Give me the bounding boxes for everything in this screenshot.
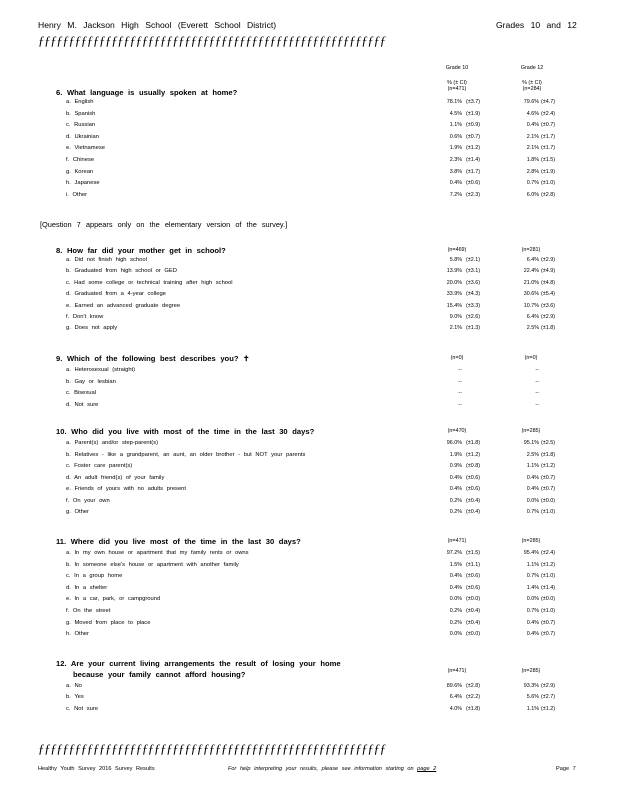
grade12-percent: 1.1% — [526, 562, 539, 568]
grade12-percent: 6.0% — [526, 192, 539, 198]
grade12-n: (n=285) — [521, 538, 541, 544]
grade12-percent: -- — [535, 390, 539, 396]
grade10-ci: (±1.9) — [466, 111, 481, 117]
footer-survey-title: Healthy Youth Survey 2016 Survey Results — [38, 766, 155, 772]
question-title: 12. Are your current living arrangements the result of losing your home — [56, 659, 341, 668]
grade10-percent: 89.6% — [446, 683, 462, 689]
answer-option-label: f. On your own — [66, 498, 110, 504]
grade10-percent: -- — [458, 379, 462, 385]
grade10-percent: 0.2% — [449, 620, 462, 626]
grade10-ci: (±0.9) — [466, 122, 481, 128]
answer-option-label: f. On the street — [66, 608, 111, 614]
answer-option-label: g. Other — [66, 509, 89, 515]
grade10-ci: (±0.4) — [466, 620, 481, 626]
grade12-percent: 2.1% — [526, 134, 539, 140]
question-title: 10. Who did you live with most of the time in the last 30 days? — [56, 427, 315, 436]
grade12-percent: 6.4% — [526, 314, 539, 320]
grade10-ci: (±0.4) — [466, 608, 481, 614]
grade10-ci: (±0.7) — [466, 134, 481, 140]
grade10-ci: (±0.8) — [466, 463, 481, 469]
grade10-ci: (±1.2) — [466, 145, 481, 151]
grade12-ci: (±2.7) — [541, 694, 556, 700]
school-title: Henry M. Jackson High School (Everett School District) — [38, 20, 277, 30]
grade12-percent: 0.4% — [526, 620, 539, 626]
grade10-ci: (±0.6) — [466, 573, 481, 579]
answer-option-label: c. Not sure — [66, 706, 99, 712]
grade12-ci: (±2.4) — [541, 111, 556, 117]
answer-option-label: d. Graduated from a 4-year college — [66, 291, 166, 297]
grade10-percent: 0.6% — [449, 134, 462, 140]
answer-option-label: b. Gay or lesbian — [66, 379, 116, 385]
grade10-percent: 3.8% — [449, 169, 462, 175]
grade12-n: (n=285) — [521, 668, 541, 674]
grade10-n: (n=470) — [447, 428, 467, 434]
grade10-ci: (±3.1) — [466, 268, 481, 274]
grade12-n: (n=284) — [522, 86, 542, 92]
grade12-header: Grade 12 — [520, 65, 544, 71]
answer-option-label: e. Vietnamese — [66, 145, 105, 151]
answer-option-label: g. Moved from place to place — [66, 620, 151, 626]
question-title: 11. Where did you live most of the time in the last 30 days? — [56, 537, 301, 546]
grade10-ci: (±1.7) — [466, 169, 481, 175]
grade12-ci: (±4.9) — [541, 268, 556, 274]
grade10-ci: (±1.8) — [466, 706, 481, 712]
grade12-percent: 1.4% — [526, 585, 539, 591]
grade10-ci: (±1.4) — [466, 157, 481, 163]
answer-option-label: b. Yes — [66, 694, 84, 700]
grade10-ci: (±1.1) — [466, 562, 481, 568]
grade12-percent: 5.6% — [526, 694, 539, 700]
answer-option-label: a. No — [66, 683, 82, 689]
grade12-ci: (±5.4) — [541, 291, 556, 297]
grade10-percent: 0.4% — [449, 180, 462, 186]
answer-option-label: f. Don't know — [66, 314, 104, 320]
grade12-percent: 1.1% — [526, 463, 539, 469]
grade12-ci: (±2.9) — [541, 683, 556, 689]
grade12-percent: 0.4% — [526, 486, 539, 492]
grades-label: Grades 10 and 12 — [496, 20, 577, 30]
grade12-ci: (±2.4) — [541, 550, 556, 556]
grade12-ci: (±0.7) — [541, 475, 556, 481]
grade10-ci: (±0.4) — [466, 498, 481, 504]
grade12-percent: 2.5% — [526, 452, 539, 458]
grade10-percent: 96.0% — [446, 440, 462, 446]
grade12-ci: (±0.7) — [541, 620, 556, 626]
grade12-percent: 0.4% — [526, 631, 539, 637]
grade12-percent: 0.4% — [526, 475, 539, 481]
footer-help-text: For help interpreting your results, please see information starting on — [228, 766, 414, 772]
grade12-ci: (±1.8) — [541, 452, 556, 458]
grade10-ci: (±0.0) — [466, 631, 481, 637]
grade10-n: (n=471) — [447, 668, 467, 674]
grade10-ci: (±1.8) — [466, 440, 481, 446]
grade12-ci: (±0.7) — [541, 631, 556, 637]
grade12-percent: 79.6% — [523, 99, 539, 105]
grade12-ci: (±1.2) — [541, 463, 556, 469]
grade12-percent: 30.6% — [523, 291, 539, 297]
grade10-percent: 20.0% — [446, 280, 462, 286]
grade10-percent: 1.9% — [449, 452, 462, 458]
grade12-n: (n=0) — [524, 355, 538, 361]
grade10-ci: (±3.6) — [466, 280, 481, 286]
grade12-ci: (±1.2) — [541, 562, 556, 568]
grade12-ci: (±1.0) — [541, 180, 556, 186]
grade12-percent: 1.8% — [526, 157, 539, 163]
grade10-percent: 0.2% — [449, 498, 462, 504]
grade12-ci: (±0.0) — [541, 596, 556, 602]
grade12-ci: (±0.0) — [541, 498, 556, 504]
footer-page-link[interactable]: page 2 — [417, 766, 437, 772]
question-title: 6. What language is usually spoken at home? — [56, 88, 238, 97]
grade12-ci: (±1.7) — [541, 134, 556, 140]
grade12-percent: -- — [535, 379, 539, 385]
grade10-percent: 0.4% — [449, 573, 462, 579]
grade10-ci: (±0.6) — [466, 180, 481, 186]
grade12-ci: (±1.8) — [541, 325, 556, 331]
grade10-percent: -- — [458, 367, 462, 373]
grade10-percent: 7.2% — [449, 192, 462, 198]
grade10-percent: 15.4% — [446, 303, 462, 309]
grade12-percent: 2.8% — [526, 169, 539, 175]
grade12-percent: 0.7% — [526, 608, 539, 614]
grade12-percent: 0.7% — [526, 180, 539, 186]
grade12-ci: (±0.7) — [541, 122, 556, 128]
grade10-percent: 0.4% — [449, 585, 462, 591]
grade12-ci: (±2.8) — [541, 192, 556, 198]
grade12-ci: (±0.7) — [541, 486, 556, 492]
answer-option-label: h. Japanese — [66, 180, 100, 186]
answer-option-label: c. Bisexual — [66, 390, 97, 396]
grade10-percent: 13.9% — [446, 268, 462, 274]
answer-option-label: c. Russian — [66, 122, 96, 128]
grade10-percent: 5.8% — [449, 257, 462, 263]
question-title: 8. How far did your mother get in school? — [56, 246, 226, 255]
grade10-percent: 0.4% — [449, 486, 462, 492]
grade10-ci: (±1.5) — [466, 550, 481, 556]
grade12-ci: (±3.6) — [541, 303, 556, 309]
grade12-ci: (±4.7) — [541, 99, 556, 105]
answer-option-label: d. An adult friend(s) of your family — [66, 475, 165, 481]
grade10-percent: 0.4% — [449, 475, 462, 481]
grade10-n: (n=471) — [447, 538, 467, 544]
answer-option-label: d. In a shelter — [66, 585, 108, 591]
question7-note: [Question 7 appears only on the elementary version of the survey.] — [40, 220, 288, 229]
answer-option-label: h. Other — [66, 631, 89, 637]
grade12-ci: (±2.9) — [541, 257, 556, 263]
grade12-percent: -- — [535, 367, 539, 373]
grade10-percent: -- — [458, 390, 462, 396]
grade12-stat-label: % (± CI) — [522, 80, 542, 86]
answer-option-label: c. Had some college or technical training after high school — [66, 280, 233, 286]
grade10-percent: 97.2% — [446, 550, 462, 556]
grade10-n: (n=0) — [450, 355, 464, 361]
grade10-percent: 1.1% — [449, 122, 462, 128]
footer-page-number: Page 7 — [556, 766, 576, 772]
grade10-ci: (±2.8) — [466, 683, 481, 689]
grade12-percent: 93.3% — [523, 683, 539, 689]
grade10-ci: (±2.6) — [466, 314, 481, 320]
grade10-header: Grade 10 — [445, 65, 469, 71]
grade10-percent: 9.0% — [449, 314, 462, 320]
grade12-ci: (±1.0) — [541, 608, 556, 614]
grade10-ci: (±0.6) — [466, 585, 481, 591]
answer-option-label: c. Foster care parent(s) — [66, 463, 133, 469]
answer-option-label: b. Spanish — [66, 111, 96, 117]
grade12-percent: 0.0% — [526, 596, 539, 602]
grade10-ci: (±0.6) — [466, 475, 481, 481]
grade10-percent: 0.0% — [449, 631, 462, 637]
top-divider: ƒƒƒƒƒƒƒƒƒƒƒƒƒƒƒƒƒƒƒƒƒƒƒƒƒƒƒƒƒƒƒƒƒƒƒƒƒƒƒƒƒƒƒƒƒƒƒƒƒƒƒƒƒƒƒƒƒ — [38, 34, 386, 47]
grade12-percent: 95.1% — [523, 440, 539, 446]
grade12-percent: 6.4% — [526, 257, 539, 263]
grade12-ci: (±2.9) — [541, 314, 556, 320]
grade12-percent: 0.4% — [526, 122, 539, 128]
grade10-percent: 4.5% — [449, 111, 462, 117]
grade10-percent: 78.1% — [446, 99, 462, 105]
grade10-ci: (±2.2) — [466, 694, 481, 700]
grade12-ci: (±4.8) — [541, 280, 556, 286]
grade10-n: (n=471) — [447, 86, 467, 92]
grade10-percent: 0.0% — [449, 596, 462, 602]
grade10-percent: 4.0% — [449, 706, 462, 712]
answer-option-label: d. Not sure — [66, 402, 99, 408]
question-title: 9. Which of the following best describes you? ✝ — [56, 354, 250, 363]
question-title-cont: because your family cannot afford housing? — [73, 670, 246, 679]
grade12-percent: -- — [535, 402, 539, 408]
grade12-ci: (±1.4) — [541, 585, 556, 591]
grade10-n: (n=469) — [447, 247, 467, 253]
answer-option-label: e. Friends of yours with no adults present — [66, 486, 187, 492]
grade10-ci: (±0.0) — [466, 596, 481, 602]
answer-option-label: a. Heterosexual (straight) — [66, 367, 136, 373]
footer-help — [228, 767, 436, 773]
grade10-stat-label: % (± CI) — [447, 80, 467, 86]
grade12-n: (n=281) — [521, 247, 541, 253]
answer-option-label: a. In my own house or apartment that my family rents or owns — [66, 550, 249, 556]
grade12-percent: 0.0% — [526, 498, 539, 504]
grade12-percent: 10.7% — [523, 303, 539, 309]
grade12-percent: 2.1% — [526, 145, 539, 151]
grade10-ci: (±0.4) — [466, 509, 481, 515]
grade12-ci: (±1.7) — [541, 145, 556, 151]
grade10-ci: (±2.1) — [466, 257, 481, 263]
grade12-percent: 21.0% — [523, 280, 539, 286]
grade10-percent: 0.2% — [449, 608, 462, 614]
answer-option-label: g. Korean — [66, 169, 94, 175]
grade12-percent: 95.4% — [523, 550, 539, 556]
bottom-divider: ƒƒƒƒƒƒƒƒƒƒƒƒƒƒƒƒƒƒƒƒƒƒƒƒƒƒƒƒƒƒƒƒƒƒƒƒƒƒƒƒƒƒƒƒƒƒƒƒƒƒƒƒƒƒƒƒƒ — [38, 742, 386, 755]
answer-option-label: a. Did not finish high school — [66, 257, 147, 263]
grade12-ci: (±1.2) — [541, 706, 556, 712]
answer-option-label: g. Does not apply — [66, 325, 118, 331]
grade12-n: (n=285) — [521, 428, 541, 434]
grade12-percent: 4.6% — [526, 111, 539, 117]
grade10-ci: (±1.2) — [466, 452, 481, 458]
grade10-percent: -- — [458, 402, 462, 408]
grade12-ci: (±1.0) — [541, 573, 556, 579]
grade12-ci: (±1.0) — [541, 509, 556, 515]
grade10-ci: (±4.3) — [466, 291, 481, 297]
grade10-ci: (±3.7) — [466, 99, 481, 105]
grade12-percent: 0.7% — [526, 573, 539, 579]
grade10-percent: 0.2% — [449, 509, 462, 515]
grade10-ci: (±0.6) — [466, 486, 481, 492]
grade10-percent: 0.9% — [449, 463, 462, 469]
grade10-ci: (±3.3) — [466, 303, 481, 309]
answer-option-label: b. In someone else's house or apartment with another family — [66, 562, 239, 568]
grade12-ci: (±1.5) — [541, 157, 556, 163]
grade10-ci: (±1.3) — [466, 325, 481, 331]
grade10-percent: 1.9% — [449, 145, 462, 151]
answer-option-label: e. In a car, park, or campground — [66, 596, 161, 602]
answer-option-label: i. Other — [66, 192, 88, 198]
grade12-percent: 1.1% — [526, 706, 539, 712]
grade10-percent: 2.3% — [449, 157, 462, 163]
grade12-percent: 2.5% — [526, 325, 539, 331]
answer-option-label: f. Chinese — [66, 157, 95, 163]
answer-option-label: c. In a group home — [66, 573, 123, 579]
grade10-percent: 2.1% — [449, 325, 462, 331]
answer-option-label: d. Ukrainian — [66, 134, 99, 140]
grade10-percent: 1.5% — [449, 562, 462, 568]
answer-option-label: e. Earned an advanced graduate degree — [66, 303, 181, 309]
grade12-ci: (±1.9) — [541, 169, 556, 175]
answer-option-label: b. Relatives - like a grandparent, an aunt, an older brother - but NOT your parents — [66, 452, 306, 458]
answer-option-label: b. Graduated from high school or GED — [66, 268, 177, 274]
grade12-ci: (±2.5) — [541, 440, 556, 446]
grade10-percent: 33.9% — [446, 291, 462, 297]
answer-option-label: a. English — [66, 99, 94, 105]
grade10-ci: (±2.3) — [466, 192, 481, 198]
grade12-percent: 22.4% — [523, 268, 539, 274]
grade12-percent: 0.7% — [526, 509, 539, 515]
answer-option-label: a. Parent(s) and/or step-parent(s) — [66, 440, 159, 446]
grade10-percent: 6.4% — [449, 694, 462, 700]
